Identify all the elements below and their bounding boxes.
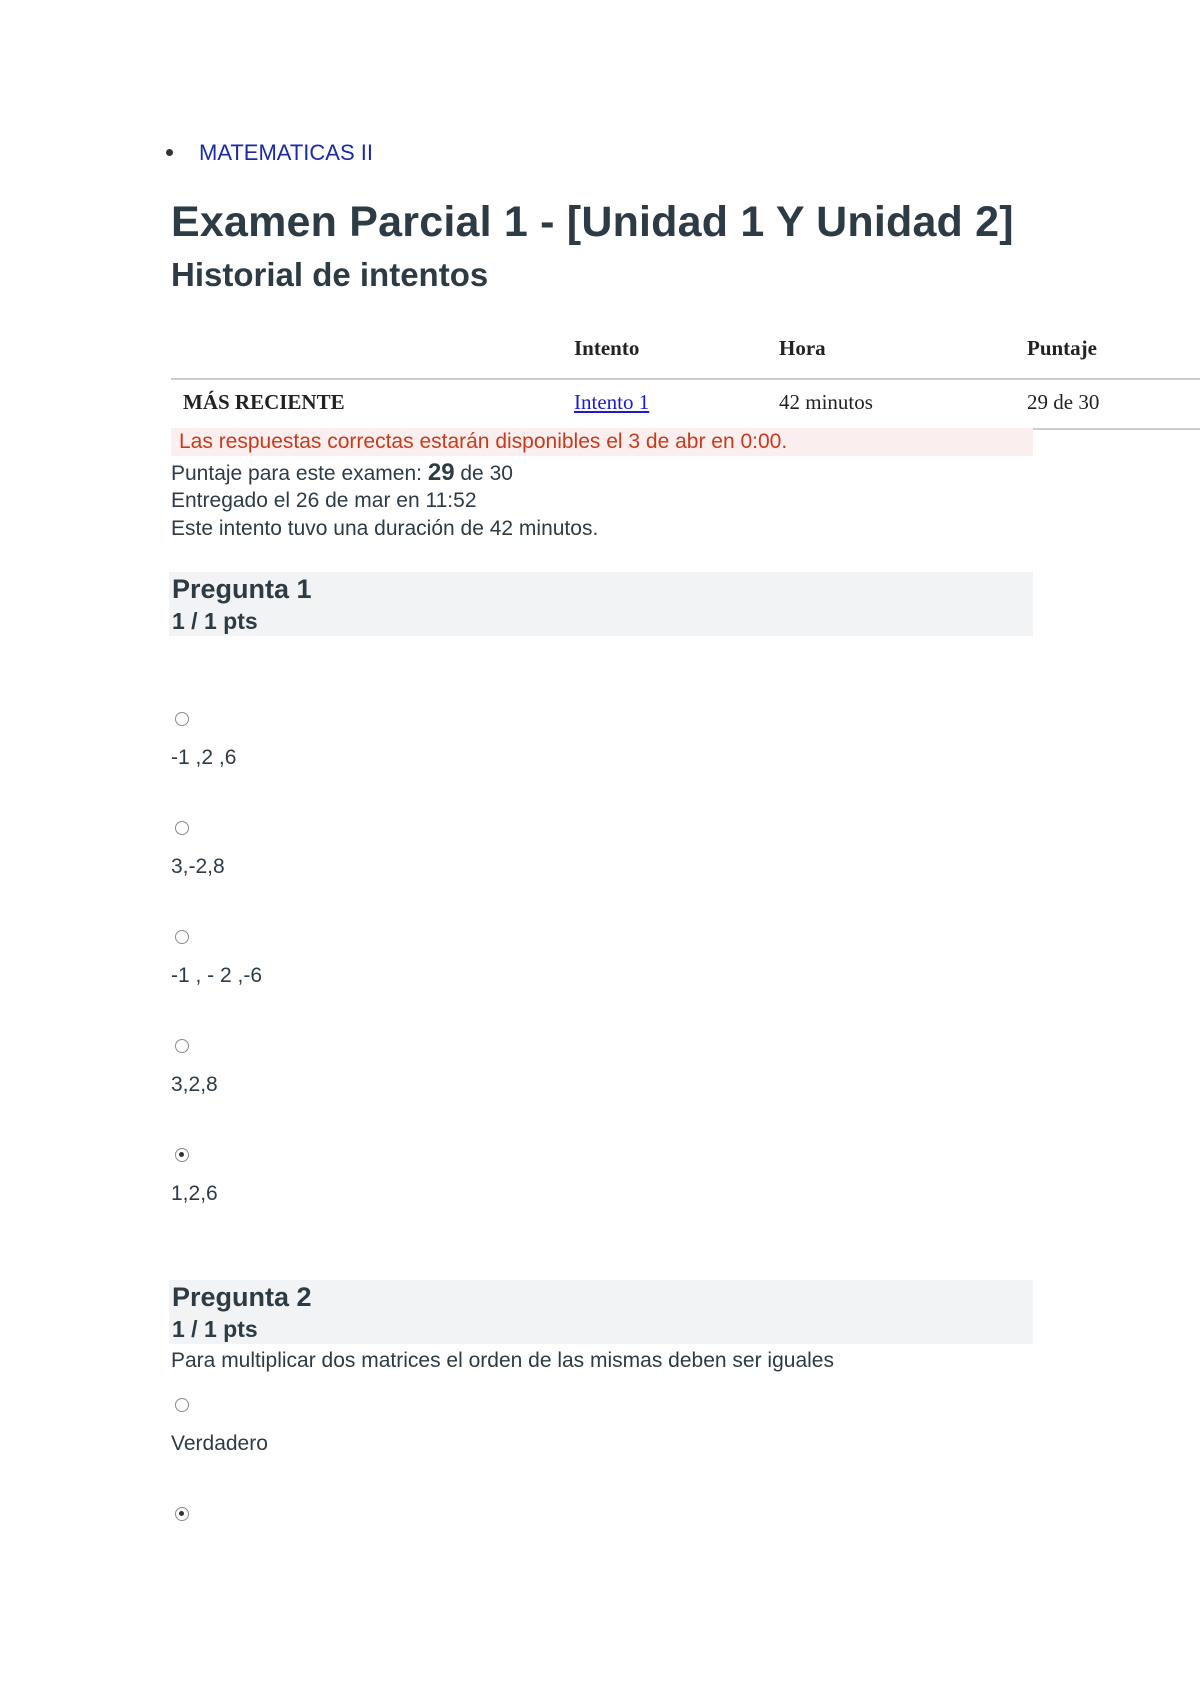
q1-option-2-label: 3,-2,8 (171, 855, 225, 878)
submitted-line: Entregado el 26 de mar en 11:52 (171, 489, 477, 512)
time-cell: 42 minutos (779, 390, 873, 414)
q1-option-1-label: -1 ,2 ,6 (171, 746, 237, 769)
page-title: Examen Parcial 1 - [Unidad 1 Y Unidad 2] (171, 198, 1014, 246)
most-recent-label: MÁS RECIENTE (183, 390, 345, 414)
table-header-attempt: Intento (574, 336, 640, 360)
q1-option-1-radio[interactable] (175, 712, 189, 726)
q1-option-3-radio[interactable] (175, 930, 189, 944)
score-suffix: de 30 (454, 462, 513, 485)
bullet-icon (166, 149, 173, 156)
table-header-time: Hora (779, 336, 826, 360)
score-prefix: Puntaje para este examen: (171, 462, 428, 485)
attempt-link[interactable]: Intento 1 (574, 390, 650, 414)
question-1-points: 1 / 1 pts (172, 608, 258, 634)
q1-option-3-label: -1 , - 2 ,-6 (171, 964, 263, 987)
score-cell: 29 de 30 (1027, 390, 1100, 414)
page-subtitle: Historial de intentos (171, 256, 489, 293)
table-row (171, 380, 1200, 430)
q1-option-4-radio[interactable] (175, 1039, 189, 1053)
table-header-score: Puntaje (1027, 336, 1097, 360)
breadcrumb (166, 140, 373, 166)
exam-score-line (171, 459, 513, 487)
attempt-cell (574, 390, 649, 415)
table-header-row (171, 330, 1200, 380)
score-value: 29 (427, 459, 455, 486)
q2-option-1-radio[interactable] (175, 1398, 189, 1412)
q1-option-4-label: 3,2,8 (171, 1073, 218, 1096)
question-2-points: 1 / 1 pts (172, 1316, 258, 1342)
question-1-title: Pregunta 1 (172, 574, 312, 604)
duration-line: Este intento tuvo una duración de 42 minutos. (171, 517, 599, 540)
q2-option-1-label: Verdadero (171, 1432, 268, 1455)
attempt-history-table (171, 330, 1200, 430)
q2-option-2-radio[interactable] (175, 1507, 189, 1521)
question-2-title: Pregunta 2 (172, 1282, 312, 1312)
breadcrumb-course-link[interactable]: MATEMATICAS II (199, 140, 373, 165)
answers-available-notice: Las respuestas correctas estarán disponibles el 3 de abr en 0:00. (171, 428, 1033, 456)
question-2-header (169, 1280, 1033, 1344)
question-1-header (169, 572, 1033, 636)
q1-option-2-radio[interactable] (175, 821, 189, 835)
question-2-text: Para multiplicar dos matrices el orden de las mismas deben ser iguales (171, 1349, 834, 1372)
q1-option-5-radio[interactable] (175, 1148, 189, 1162)
q1-option-5-label: 1,2,6 (171, 1182, 218, 1205)
